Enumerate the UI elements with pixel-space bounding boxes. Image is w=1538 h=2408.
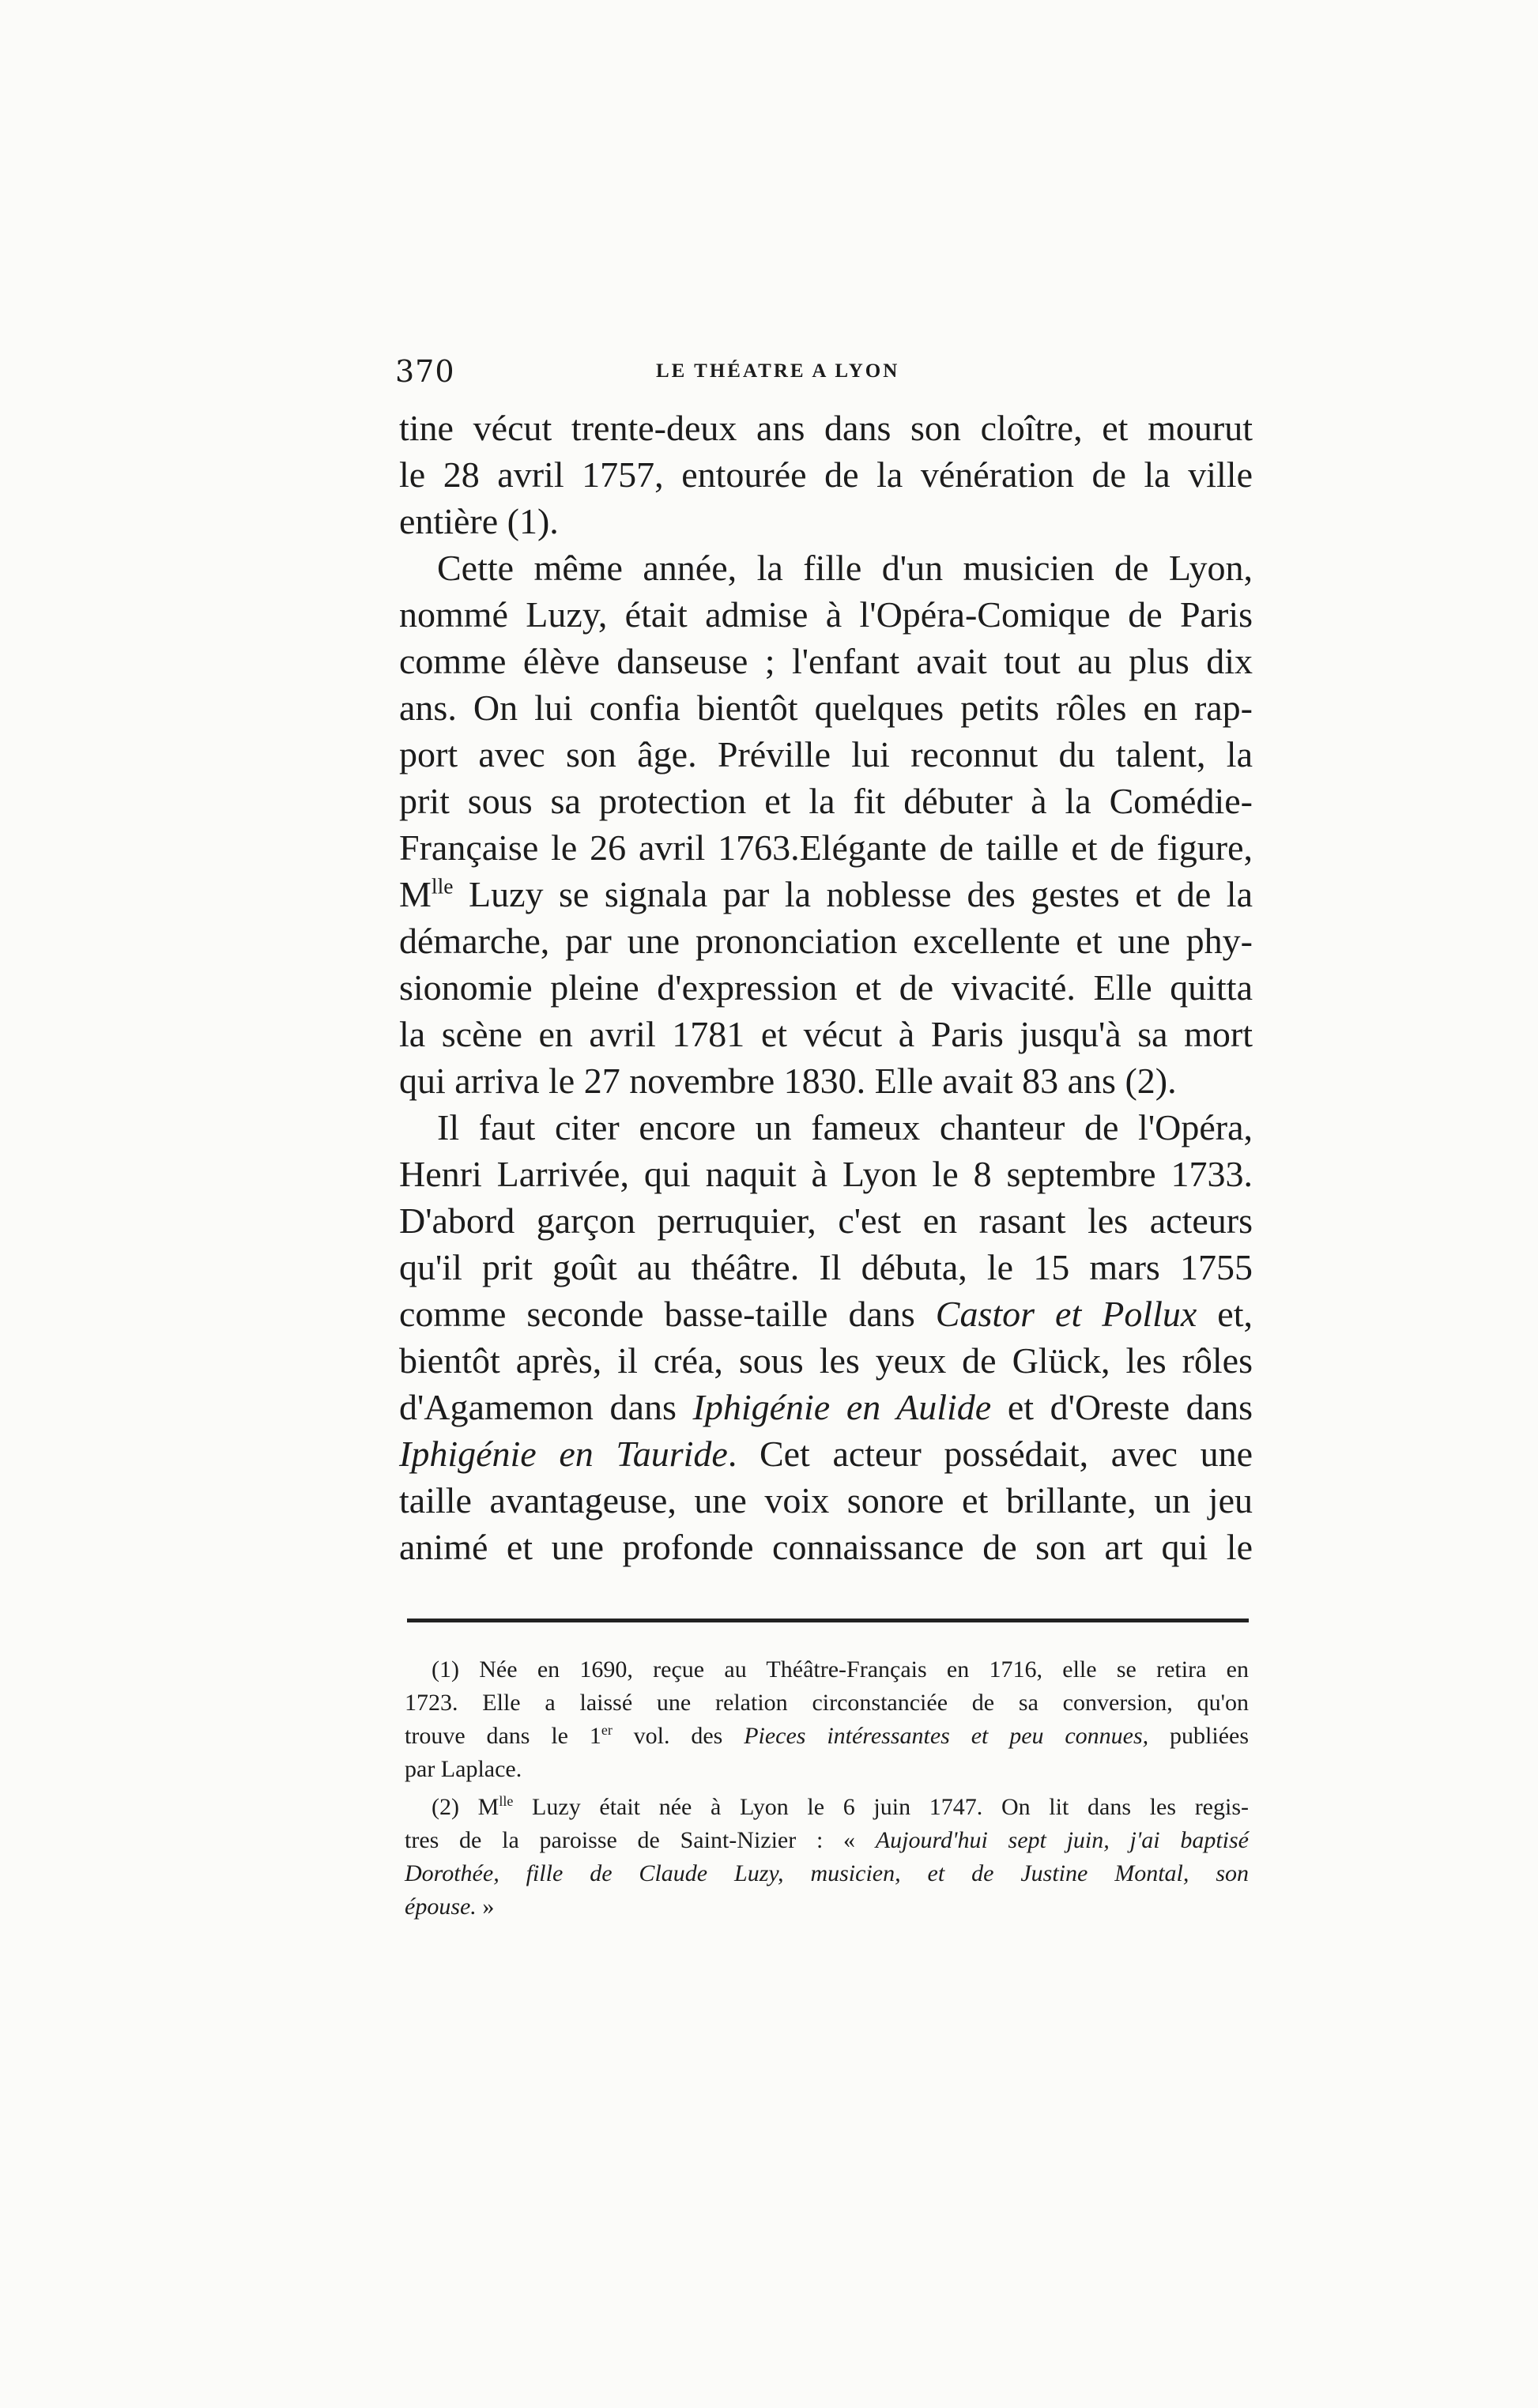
quotation: épouse. xyxy=(405,1894,477,1920)
text-line xyxy=(399,1291,1253,1337)
text-fragment: . Cet acteur possédait, avec une xyxy=(727,1434,1253,1474)
text-line: Henri Larrivée, qui naquit à Lyon le 8 septembre 1733. xyxy=(399,1154,1253,1194)
text-line: port avec son âge. Préville lui reconnut du talent, la xyxy=(399,734,1253,774)
text-fragment: tres de la paroisse de Saint-Nizier : « xyxy=(405,1827,876,1853)
text-line: nommé Luzy, était admise à l'Opéra-Comique de Paris xyxy=(399,594,1253,635)
text-line: animé et une profonde connaissance de son art qui le xyxy=(399,1527,1253,1567)
text-fragment: d'Agamemon dans xyxy=(399,1387,693,1427)
text-fragment: (2) M xyxy=(432,1794,499,1820)
title-superscript: lle xyxy=(499,1793,514,1809)
work-title: Iphigénie en Tauride xyxy=(399,1434,728,1474)
text-fragment: » xyxy=(476,1894,495,1920)
text-line: taille avantageuse, une voix sonore et brillante, un jeu xyxy=(399,1480,1253,1521)
footnote-line: (1) Née en 1690, reçue au Théâtre-Français en 1716, elle se retira en xyxy=(432,1656,1249,1683)
text-line xyxy=(399,1384,1253,1430)
page-header xyxy=(395,354,1253,401)
text-line: sionomie pleine d'expression et de vivacité. Elle quitta xyxy=(399,967,1253,1008)
ordinal-superscript: er xyxy=(601,1722,613,1738)
text-fragment: et d'Oreste dans xyxy=(991,1387,1253,1427)
footnote-line xyxy=(405,1824,1249,1857)
title-superscript: lle xyxy=(431,873,454,899)
footnote-line xyxy=(405,1890,1249,1924)
text-line: démarche, par une prononciation excellente et une phy- xyxy=(399,921,1253,961)
text-line xyxy=(399,871,1253,918)
text-line: tine vécut trente-deux ans dans son cloître, et mourut xyxy=(399,408,1253,448)
text-line: qu'il prit goût au théâtre. Il débuta, le 15 mars 1755 xyxy=(399,1247,1253,1287)
text-line: bientôt après, il créa, sous les yeux de Glück, les rôles xyxy=(399,1340,1253,1381)
footnote-line: 1723. Elle a laissé une relation circonstanciée de sa conversion, qu'on xyxy=(405,1690,1249,1716)
text-line: Il faut citer encore un fameux chanteur de l'Opéra, xyxy=(437,1107,1253,1147)
work-title: Iphigénie en Aulide xyxy=(692,1387,992,1427)
text-line: Française le 26 avril 1763.Elégante de taille et de figure, xyxy=(399,827,1253,868)
footnote-line xyxy=(405,1720,1249,1753)
text-fragment: vol. des xyxy=(612,1723,744,1749)
title-abbrev: M xyxy=(399,874,432,914)
text-line: ans. On lui confia bientôt quelques petits rôles en rap- xyxy=(399,688,1253,728)
text-fragment: comme seconde basse-taille dans xyxy=(399,1294,936,1334)
text-fragment: Luzy était née à Lyon le 6 juin 1747. On lit dans les regis- xyxy=(513,1794,1250,1820)
footnote-line: par Laplace. xyxy=(405,1756,522,1782)
footnote-line xyxy=(405,1791,1249,1824)
text-line xyxy=(399,1430,1253,1477)
quotation: Aujourd'hui sept juin, j'ai baptisé xyxy=(875,1827,1250,1853)
work-title: Castor et Pollux xyxy=(935,1294,1197,1334)
text-fragment: trouve dans le 1 xyxy=(405,1723,601,1749)
text-line: la scène en avril 1781 et vécut à Paris jusqu'à sa mort xyxy=(399,1014,1253,1054)
text-line: entière (1). xyxy=(399,501,559,541)
text-line: qui arriva le 27 novembre 1830. Elle avait 83 ans (2). xyxy=(399,1061,1177,1101)
text-line: le 28 avril 1757, entourée de la vénération de la ville xyxy=(399,454,1253,495)
running-title: LE THÉATRE A LYON xyxy=(656,360,900,382)
text-line: Cette même année, la fille d'un musicien de Lyon, xyxy=(437,548,1253,588)
text-fragment: publiées xyxy=(1148,1723,1249,1749)
main-text xyxy=(399,405,1253,1570)
footnote-line: Dorothée, fille de Claude Luzy, musicien, et de Justine Montal, son xyxy=(405,1860,1249,1886)
text-line: D'abord garçon perruquier, c'est en rasant les acteurs xyxy=(399,1200,1253,1241)
page-number: 370 xyxy=(395,354,455,389)
footnotes xyxy=(405,1653,1249,1924)
text-line: prit sous sa protection et la fit débuter à la Comédie- xyxy=(399,781,1253,821)
work-title: Pieces intéressantes et peu connues, xyxy=(744,1723,1149,1749)
footnote-separator xyxy=(407,1619,1249,1622)
text-fragment: et, xyxy=(1197,1294,1253,1334)
text-line: comme élève danseuse ; l'enfant avait tout au plus dix xyxy=(399,641,1253,681)
text-fragment: Luzy se signala par la noblesse des gestes et de la xyxy=(453,874,1253,914)
